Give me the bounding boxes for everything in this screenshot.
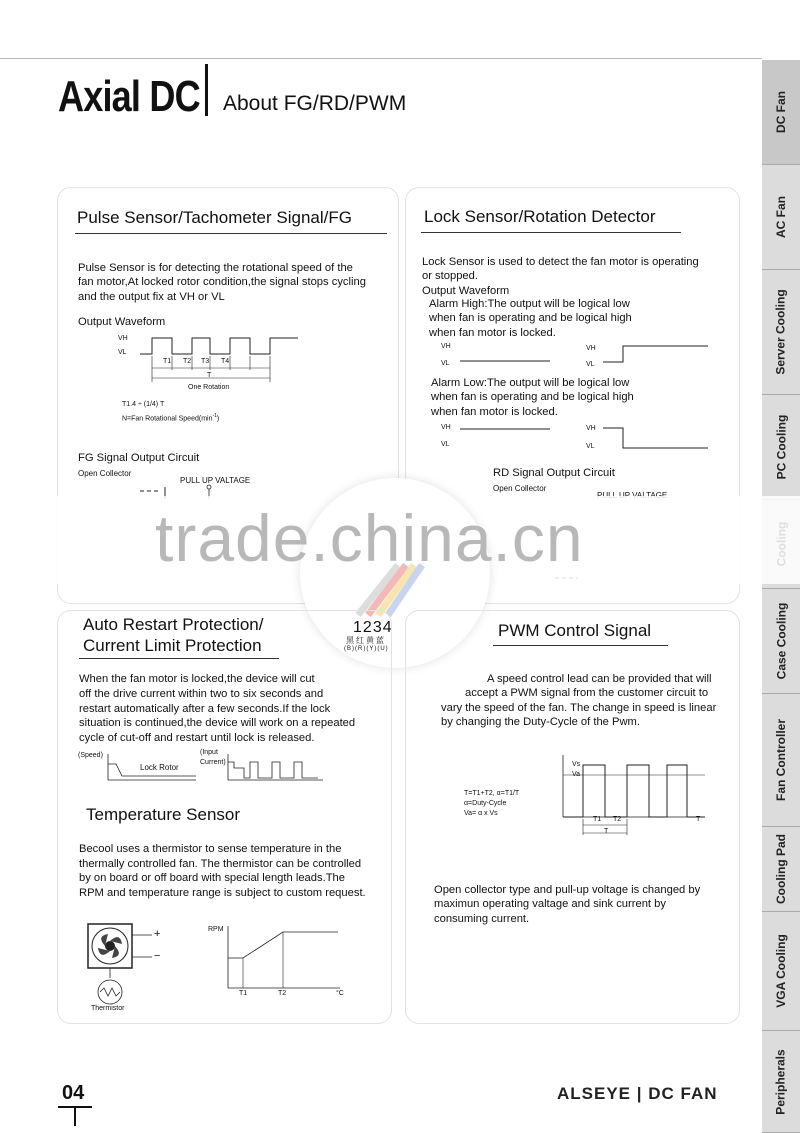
- brand-logo: ALSEYE | DC FAN: [557, 1084, 718, 1103]
- alarm-high-text: Alarm High:The output will be logical low when fan is operating and be logical high when fan motor is locked.: [429, 298, 632, 339]
- alarm-low-vh-left: VH: [441, 424, 451, 431]
- pulse-description: Pulse Sensor is for detecting the rotational speed of the fan motor,At locked rotor condition,the signal stops cycling and the output fix at VH or VL: [78, 262, 366, 303]
- pulse-waveform-label: Output Waveform: [78, 316, 166, 328]
- tab-vga-cooling[interactable]: VGA Cooling: [762, 912, 800, 1031]
- auto-title-rule: [79, 658, 279, 659]
- pwm-description: A speed control lead can be provided that will accept a PWM signal from the customer circuit to vary the speed of the fan. The change in speed is linear by changing the Duty-Cycle of the Pwm.: [441, 673, 717, 729]
- temp-unit-label: °C: [336, 990, 344, 997]
- pulse-t4-label: T4: [221, 358, 230, 365]
- pwm-title-rule: [493, 645, 668, 646]
- tab-peripherals[interactable]: Peripherals: [762, 1031, 800, 1133]
- alarm-low-waveform: [438, 420, 728, 452]
- tab-dc-fan[interactable]: DC Fan: [762, 60, 800, 165]
- temp-t2-label: T2: [278, 990, 287, 997]
- auto-speed-label: (Speed): [78, 752, 103, 759]
- alarm-high-vh-left: VH: [441, 343, 451, 350]
- alarm-high-vl-left: VL: [441, 360, 450, 367]
- pwm-t2-label: T2: [613, 816, 622, 823]
- title-divider: [205, 64, 208, 116]
- alarm-high-waveform: [438, 340, 728, 370]
- pwm-formulas: T=T1+T2, α=T1/T α=Duty-Cycle Va= α x Vs: [464, 790, 520, 817]
- fg-pull-up-label: PULL UP VALTAGE: [180, 476, 251, 485]
- pulse-one-rotation-label: One Rotation: [188, 384, 230, 391]
- rpm-axis-label: RPM: [208, 926, 224, 933]
- tab-server-cooling[interactable]: Server Cooling: [762, 270, 800, 395]
- auto-restart-diagrams: [78, 748, 328, 786]
- lock-title-rule: [421, 232, 681, 233]
- fg-open-collector: Open Collector: [78, 469, 132, 478]
- tab-cooling-pad[interactable]: Cooling Pad: [762, 827, 800, 912]
- tab-case-cooling[interactable]: Case Cooling: [762, 589, 800, 694]
- side-navigation: [762, 60, 800, 1132]
- wire-numbers: 1234: [353, 619, 393, 636]
- pulse-t2-label: T2: [183, 358, 192, 365]
- tab-ac-fan[interactable]: AC Fan: [762, 165, 800, 270]
- wire-codes: (B)(R)(Y)(U): [344, 646, 389, 652]
- auto-current-label: Current): [200, 759, 226, 766]
- alarm-high-vl-right: VL: [586, 361, 595, 368]
- auto-input-label: (Input: [200, 749, 218, 756]
- alarm-low-text: Alarm Low:The output will be logical low when fan is operating and be logical high when fan motor is locked.: [431, 377, 634, 418]
- auto-description: When the fan motor is locked,the device will cut off the drive current within two to six seconds and restart automatically after a few seconds.If the lock situation is continued,the device will work on a repeated cycle of cut-off and restart until lock is released.: [79, 673, 356, 745]
- alarm-low-vl-left: VL: [441, 441, 450, 448]
- alarm-low-vl-right: VL: [586, 443, 595, 450]
- wire-colors-cn: 黑红黄蓝: [346, 636, 386, 645]
- plus-terminal-icon: +: [154, 928, 161, 940]
- pwm-t1-label: T1: [593, 816, 602, 823]
- page-number-tick: [74, 1106, 76, 1126]
- auto-title: Auto Restart Protection/ Current Limit Protection: [83, 615, 264, 655]
- pwm-va-label: Va: [572, 771, 581, 778]
- temp-description: Becool uses a thermistor to sense temperature in the thermally controlled fan. The thermistor can be controlled by on board or off board with special length leads.The RPM and temperature range is subject to custom request.: [79, 843, 366, 899]
- pulse-t1-label: T1: [163, 358, 172, 365]
- pwm-description-2: Open collector type and pull-up voltage is changed by maximun operating valtage and sink current by consuming current.: [434, 884, 701, 925]
- pulse-t3-label: T3: [201, 358, 210, 365]
- pulse-formula-1: T1.4 ÷ (1/4) T: [122, 401, 165, 408]
- pwm-vs-label: Vs: [572, 761, 581, 768]
- rd-circuit-title: RD Signal Output Circuit: [493, 467, 615, 479]
- pulse-vh-label: VH: [118, 335, 128, 342]
- fg-circuit-title: FG Signal Output Circuit: [78, 452, 200, 464]
- pulse-title-rule: [75, 233, 387, 234]
- temp-t1-label: T1: [239, 990, 248, 997]
- top-rule: [0, 58, 762, 59]
- thermistor-fan-diagram: [84, 920, 174, 1010]
- alarm-low-vh-right: VH: [586, 425, 596, 432]
- pwm-axis-t-label: T: [696, 816, 701, 823]
- rpm-temperature-graph: [218, 922, 348, 997]
- pulse-t-label: T: [207, 372, 212, 379]
- tab-fan-controller[interactable]: Fan Controller: [762, 694, 800, 827]
- temp-title: Temperature Sensor: [86, 805, 241, 824]
- minus-terminal-icon: −: [154, 950, 161, 962]
- thermistor-label: Thermistor: [91, 1005, 125, 1012]
- watermark-text: trade.china.cn: [155, 501, 584, 575]
- lock-title: Lock Sensor/Rotation Detector: [424, 207, 656, 226]
- pulse-vl-label: VL: [118, 349, 127, 356]
- auto-lock-rotor-label: Lock Rotor: [140, 763, 179, 772]
- page-title: Axial DC: [58, 72, 200, 121]
- page-number: 04: [62, 1082, 85, 1104]
- pwm-t-label: T: [604, 828, 609, 835]
- pulse-formula-2: N=Fan Rotational $Speed(\min^{-1})$: [122, 413, 220, 423]
- pwm-title: PWM Control Signal: [498, 621, 652, 640]
- lock-description: Lock Sensor is used to detect the fan motor is operating or stopped. Output Waveform: [422, 256, 699, 297]
- tab-pc-cooling[interactable]: PC Cooling: [762, 395, 800, 500]
- page-subtitle: About FG/RD/PWM: [223, 92, 407, 115]
- rd-open-collector: Open Collector: [493, 484, 547, 493]
- pulse-title: Pulse Sensor/Tachometer Signal/FG: [77, 208, 352, 227]
- alarm-high-vh-right: VH: [586, 345, 596, 352]
